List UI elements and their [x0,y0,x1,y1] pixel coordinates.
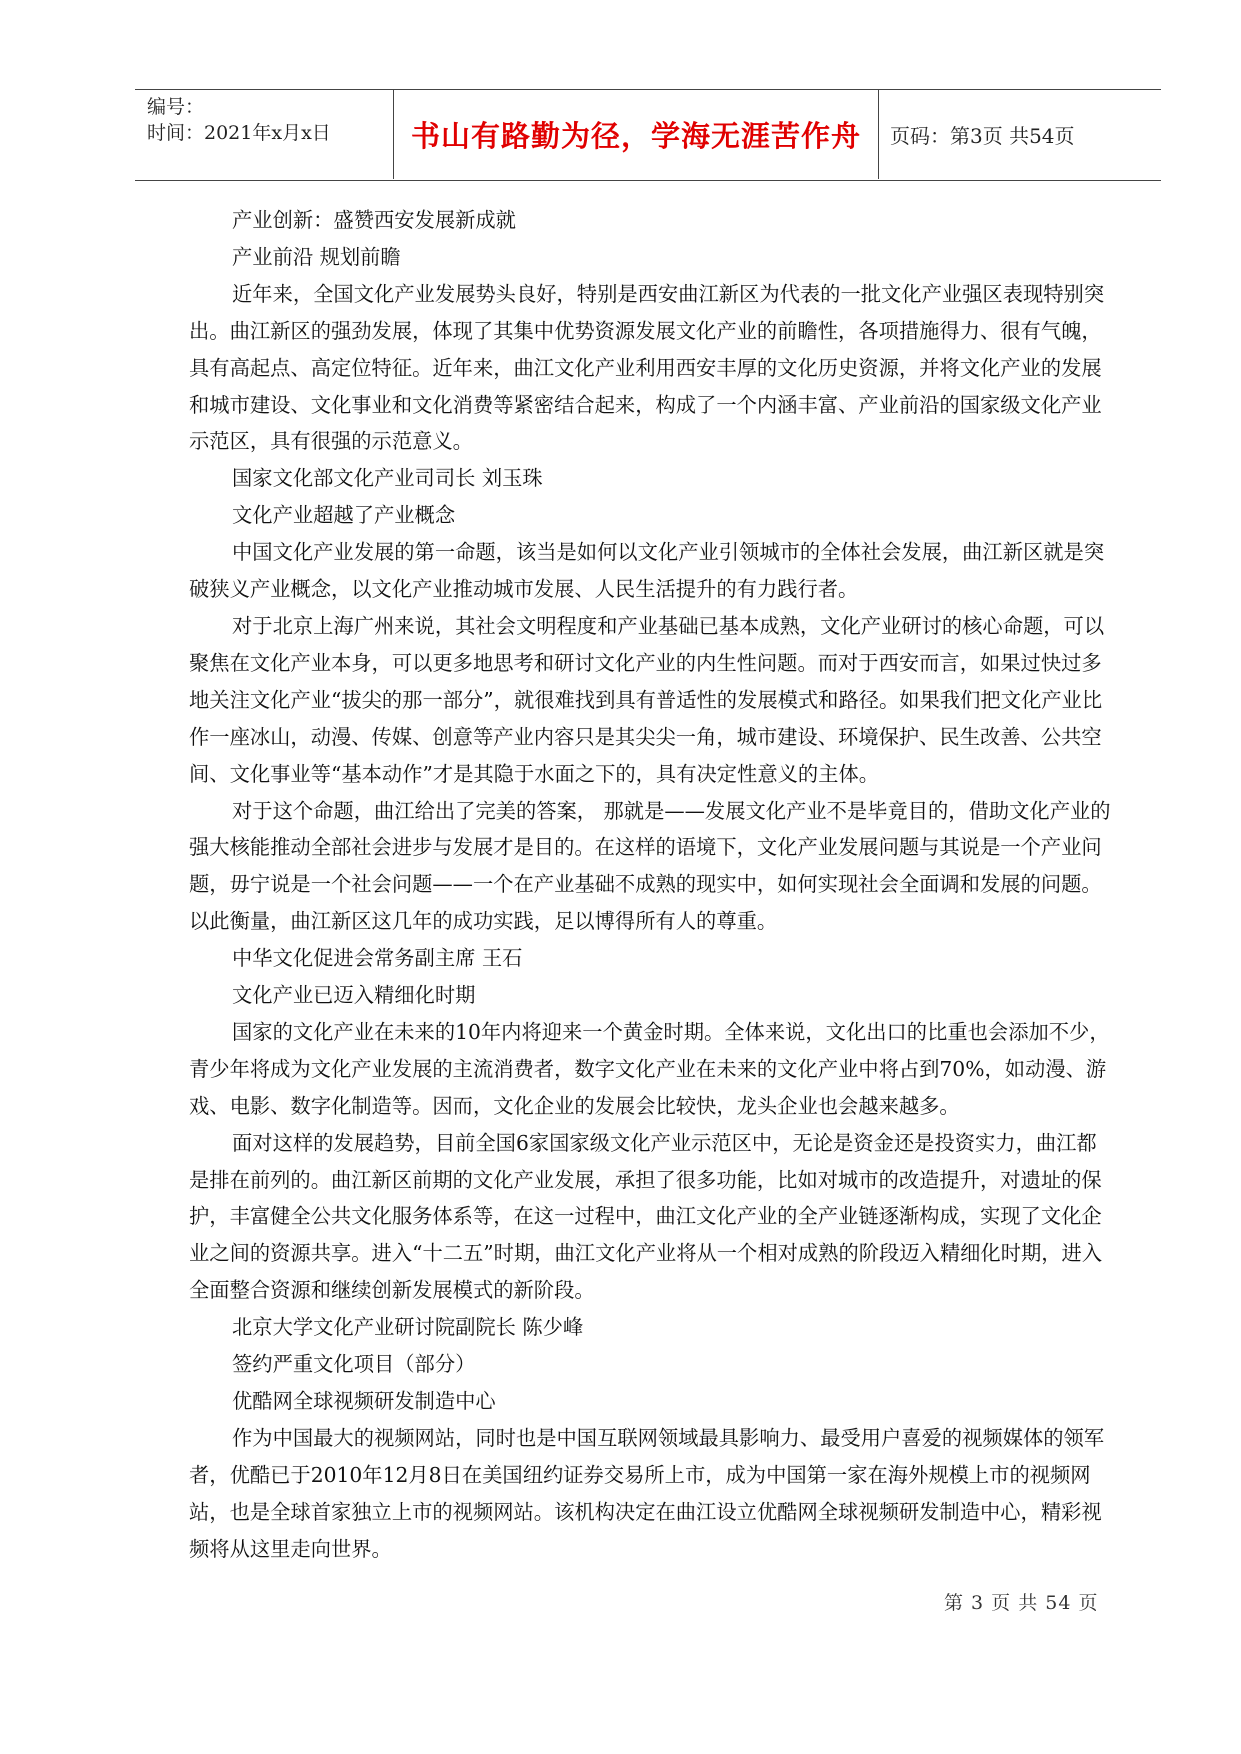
paragraph: 作为中国最大的视频网站，同时也是中国互联网领域最具影响力、最受用户喜爱的视频媒体的领军者，优酷已于2010年12月8日在美国纽约证券交易所上市，成为中国第一家在海外规模上市的视频网站，也是全球首家独立上市的视频网站。该机构决定在曲江设立优酷网全球视频研发制造中心，精彩视频将从这里走向世界。 [189,1425,1105,1561]
paragraph: 面对这样的发展趋势，目前全国6家国家级文化产业示范区中，无论是资金还是投资实力，曲江都是排在前列的。曲江新区前期的文化产业发展，承担了很多功能，比如对城市的改造提升，对遗址的保护，丰富健全公共文化服务体系等，在这一过程中，曲江文化产业的全产业链逐渐构成，实现了文化企业之间的资源共享。进入“十二五”时期，曲江文化产业将从一个相对成熟的阶段迈入精细化时期，进入全面整合资源和继续创新发展模式的新阶段。 [189,1130,1103,1303]
paragraph: 中华文化促进会常务副主席 王石 [232,946,523,971]
paragraph: 文化产业超越了产业概念 [232,503,456,528]
paragraph: 对于北京上海广州来说，其社会文明程度和产业基础已基本成熟，文化产业研讨的核心命题，可以聚焦在文化产业本身，可以更多地思考和研讨文化产业的内生性问题。而对于西安而言，如果过快过多地关注文化产业“拔尖的那一部分”，就很难找到具有普适性的发展模式和路径。如果我们把文化产业比作一座冰山，动漫、传媒、创意等产业内容只是其尖尖一角，城市建设、环境保护、民生改善、公共空间、文化事业等“基本动作”才是其隐于水面之下的，具有决定性意义的主体。 [189,613,1105,786]
paragraph: 国家文化部文化产业司司长 刘玉珠 [232,466,543,491]
header-page-code: 页码：第3页 共54页 [890,124,1075,148]
paragraph: 产业前沿 规划前瞻 [232,244,401,269]
paragraph: 产业创新：盛赞西安发展新成就 [232,208,516,232]
paragraph: 签约严重文化项目（部分） [232,1352,476,1377]
time-label: 时间：2021年x月x日 [147,122,331,144]
paragraph: 北京大学文化产业研讨院副院长 陈少峰 [232,1315,584,1340]
paragraph: 优酷网全球视频研发制造中心 [232,1389,496,1413]
document-header [135,89,1161,181]
header-meta [147,94,397,146]
page-footer: 第 3 页 共 54 页 [944,1592,1099,1614]
paragraph: 近年来，全国文化产业发展势头良好，特别是西安曲江新区为代表的一批文化产业强区表现特别突出。曲江新区的强劲发展，体现了其集中优势资源发展文化产业的前瞻性，各项措施得力、很有气魄，具有高起点、高定位特征。近年来，曲江文化产业利用西安丰厚的文化历史资源，并将文化产业的发展和城市建设、文化事业和文化消费等紧密结合起来，构成了一个内涵丰富、产业前沿的国家级文化产业示范区，具有很强的示范意义。 [189,281,1105,454]
paragraph: 文化产业已迈入精细化时期 [232,983,476,1008]
paragraph: 中国文化产业发展的第一命题，该当是如何以文化产业引领城市的全体社会发展，曲江新区就是突破狭义产业概念，以文化产业推动城市发展、人民生活提升的有力践行者。 [189,540,1105,602]
paragraph: 对于这个命题，曲江给出了完美的答案， 那就是——发展文化产业不是毕竟目的，借助文化产业的强大核能推动全部社会进步与发展才是目的。在这样的语境下，文化产业发展问题与其说是一个产业问题，毋宁说是一个社会问题——一个在产业基础不成熟的现实中，如何实现社会全面调和发展的问题。以此衡量，曲江新区这几年的成功实践，足以博得所有人的尊重。 [189,798,1111,934]
header-motto: 书山有路勤为径，学海无涯苦作舟 [393,90,879,179]
paragraph: 国家的文化产业在未来的10年内将迎来一个黄金时期。全体来说，文化出口的比重也会添加不少，青少年将成为文化产业发展的主流消费者，数字文化产业在未来的文化产业中将占到70%，如动漫、游戏、电影、数字化制造等。因而，文化企业的发展会比较快，龙头企业也会越来越多。 [189,1019,1110,1118]
article-body [189,202,1111,1568]
number-label: 编号： [147,96,205,118]
